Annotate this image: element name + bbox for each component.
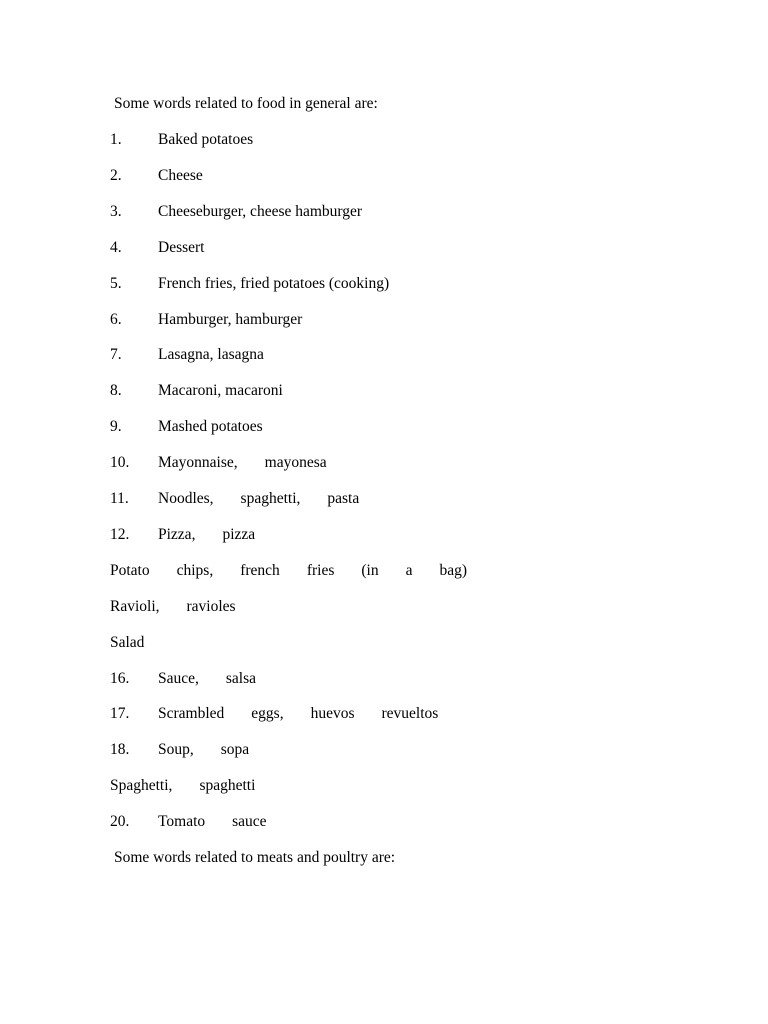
list-item	[110, 561, 467, 581]
list-item-text: Salad	[110, 634, 145, 651]
list-item	[110, 740, 249, 760]
list-item-text: (in	[361, 562, 379, 579]
list-item-text: Pizza,	[158, 526, 196, 543]
list-item-text: pizza	[222, 526, 256, 543]
list-item-number: 20.	[110, 813, 130, 830]
list-item	[110, 633, 144, 653]
list-item-text: chips,	[176, 562, 214, 579]
list-item-text: pasta	[327, 490, 360, 507]
list-item-text: bag)	[439, 562, 468, 579]
list-item-text: eggs,	[251, 705, 284, 722]
list-item-text: Baked potatoes	[158, 131, 254, 148]
list-item-text: a	[405, 562, 413, 579]
list-item-number: 16.	[110, 670, 130, 687]
list-item-text: spaghetti,	[240, 490, 301, 507]
list-item-text: Potato	[110, 562, 150, 579]
list-item-text: french	[240, 562, 280, 579]
list-item	[110, 525, 255, 545]
list-item-text: Soup,	[158, 741, 194, 758]
list-item-text: Lasagna, lasagna	[158, 346, 264, 363]
list-item-text: Dessert	[158, 239, 205, 256]
list-item-number: 12.	[110, 526, 130, 543]
list-item-text: Macaroni, macaroni	[158, 382, 283, 399]
list-item-text: Tomato	[158, 813, 206, 830]
list-item-text: huevos	[310, 705, 355, 722]
list-item-text: Spaghetti,	[110, 777, 173, 794]
list-item-number: 11.	[110, 490, 129, 507]
list-item-number: 9.	[110, 418, 122, 435]
list-item-text: spaghetti	[199, 777, 256, 794]
list-item-text: fries	[306, 562, 335, 579]
list-item	[110, 597, 236, 617]
list-item	[110, 704, 438, 724]
list-item-text: Cheeseburger, cheese hamburger	[158, 203, 363, 220]
list-item-number: 3.	[110, 203, 122, 220]
list-item-number: 4.	[110, 239, 122, 256]
list-item-text: ravioles	[186, 598, 236, 615]
list-item-text: sopa	[220, 741, 250, 758]
list-item	[110, 274, 389, 294]
list-item-number: 18.	[110, 741, 130, 758]
list-item	[110, 489, 359, 509]
list-item	[110, 310, 302, 330]
list-item	[110, 417, 263, 437]
list-item	[110, 238, 205, 258]
list-item	[110, 345, 264, 365]
list-item-text: sauce	[232, 813, 267, 830]
intro-heading: Some words related to food in general are:	[114, 95, 378, 112]
list-item	[110, 776, 255, 796]
list-item	[110, 669, 256, 689]
list-item-number: 10.	[110, 454, 130, 471]
list-item-text: Hamburger, hamburger	[158, 311, 303, 328]
list-item-text: French fries, fried potatoes (cooking)	[158, 275, 390, 292]
list-item-text: salsa	[225, 670, 257, 687]
list-item-number: 17.	[110, 705, 130, 722]
list-item-text: Sauce,	[158, 670, 199, 687]
list-item	[110, 453, 327, 473]
list-item	[110, 166, 203, 186]
list-item	[110, 202, 362, 222]
list-item-number: 7.	[110, 346, 122, 363]
list-item-text: Ravioli,	[110, 598, 160, 615]
list-item	[110, 812, 267, 832]
list-item-number: 5.	[110, 275, 122, 292]
list-item-text: Scrambled	[158, 705, 225, 722]
list-item-text: Mashed potatoes	[158, 418, 263, 435]
list-item-number: 2.	[110, 167, 122, 184]
list-item-number: 6.	[110, 311, 122, 328]
list-item-text: Cheese	[158, 167, 203, 184]
list-item-text: mayonesa	[264, 454, 327, 471]
outro-heading: Some words related to meats and poultry are:	[114, 849, 396, 866]
list-item-text: Noodles,	[158, 490, 214, 507]
list-item-number: 1.	[110, 131, 122, 148]
list-item	[110, 130, 253, 150]
list-item-text: Mayonnaise,	[158, 454, 238, 471]
list-item	[110, 381, 283, 401]
list-item-text: revueltos	[381, 705, 439, 722]
list-item-number: 8.	[110, 382, 122, 399]
